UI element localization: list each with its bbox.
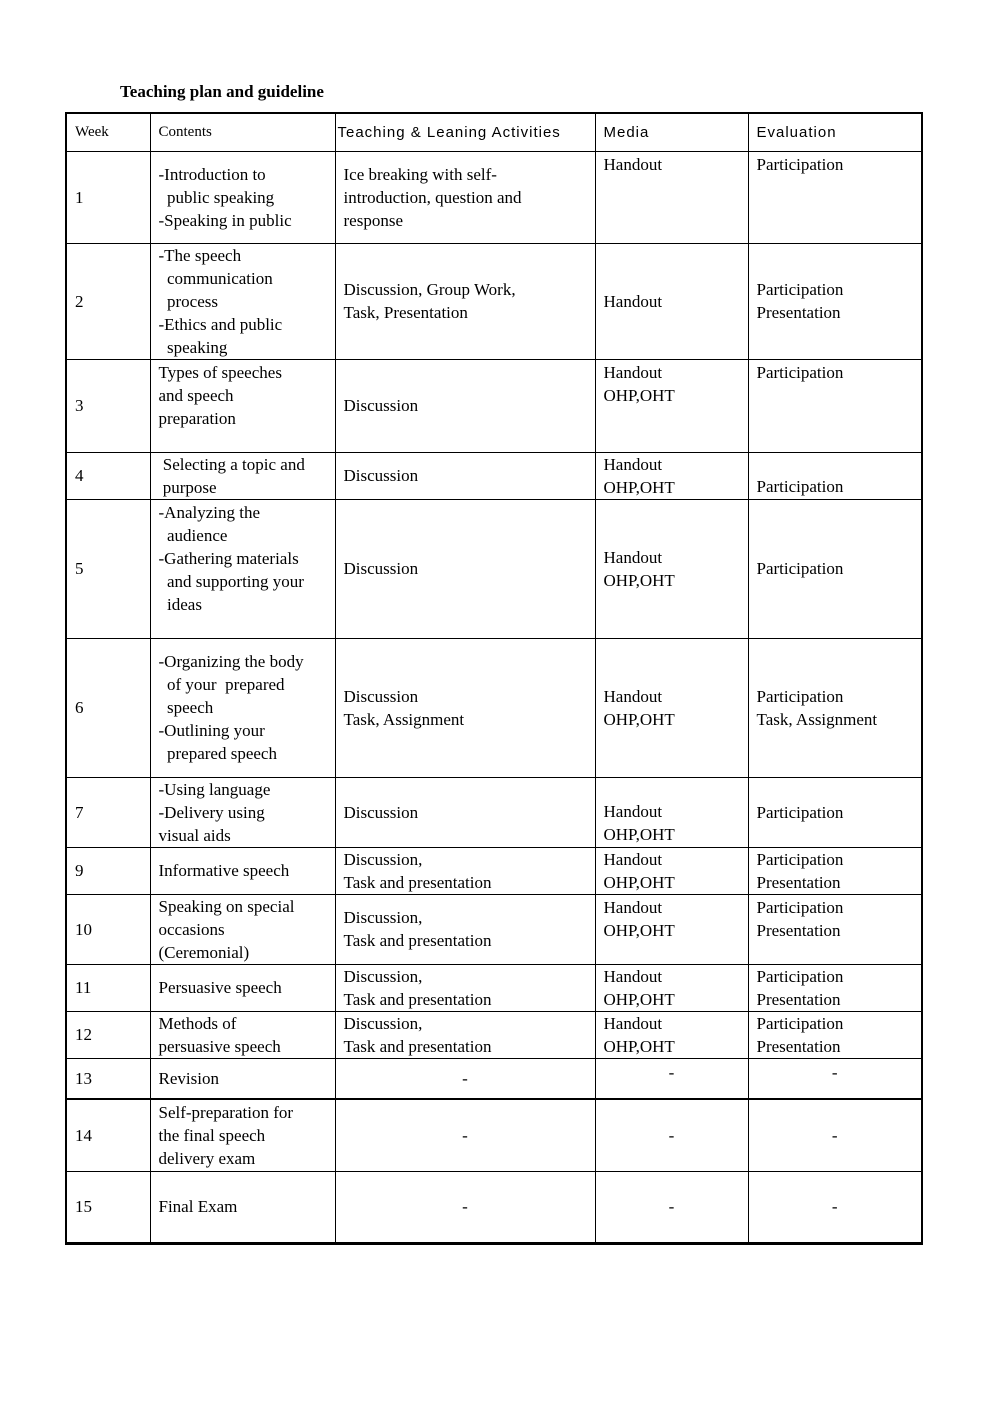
media-cell [595, 359, 748, 452]
activities-cell-line: Task and presentation [343, 989, 492, 1009]
activities-cell-line: Discussion, [343, 908, 423, 927]
week-number: 12 [66, 1011, 150, 1058]
media-cell-line: OHP,OHT [603, 920, 675, 940]
media-cell [595, 452, 748, 499]
media-cell-line: Handout [603, 362, 663, 382]
table-row [66, 359, 922, 452]
contents-cell-line: delivery exam [158, 1148, 256, 1168]
media-cell [595, 1058, 748, 1099]
activities-cell [335, 847, 595, 894]
table-row [66, 1011, 922, 1058]
activities-cell-line: Task, Assignment [343, 709, 465, 729]
activities-cell-line: Discussion, [343, 849, 423, 869]
contents-cell-line: -Outlining your [158, 721, 265, 740]
contents-cell-line: persuasive speech [158, 1036, 281, 1056]
contents-cell-line: -Gathering materials [158, 548, 299, 568]
table-row [66, 1171, 922, 1243]
activities-cell-line: Discussion [343, 396, 419, 415]
header-activities: Teaching & Leaning Activities [335, 113, 595, 151]
evaluation-cell [748, 894, 922, 964]
activities-cell-line: Discussion [343, 802, 419, 822]
week-number: 1 [66, 151, 150, 243]
contents-cell [150, 777, 335, 847]
contents-cell [150, 1058, 335, 1099]
evaluation-cell-line: Participation [756, 802, 844, 822]
evaluation-cell-line: Participation [756, 154, 844, 174]
evaluation-cell-line: Presentation [756, 872, 841, 892]
contents-cell [150, 452, 335, 499]
evaluation-cell-line: Participation [756, 362, 844, 382]
media-cell-line: OHP,OHT [603, 872, 675, 892]
contents-cell-line: -Organizing the body [158, 652, 304, 671]
teaching-plan-table [65, 112, 923, 1245]
contents-cell-line: prepared speech [158, 744, 277, 763]
media-cell-line: Handout [603, 966, 663, 986]
media-cell [595, 1011, 748, 1058]
activities-cell [335, 359, 595, 452]
activities-cell-line: Discussion [343, 559, 419, 578]
contents-cell-line: Methods of [158, 1013, 237, 1033]
contents-cell-line: occasions [158, 919, 225, 939]
evaluation-cell-line: - [831, 1125, 838, 1145]
week-number: 5 [66, 499, 150, 638]
contents-cell-line: Selecting a topic and [158, 454, 305, 474]
media-cell-line: Handout [603, 897, 663, 917]
contents-cell-line: Types of speeches [158, 362, 282, 382]
contents-cell-line: -Using language [158, 779, 271, 799]
contents-cell [150, 1099, 335, 1171]
activities-cell-line: response [343, 210, 403, 230]
activities-cell [335, 638, 595, 777]
media-cell [595, 894, 748, 964]
evaluation-cell [748, 1058, 922, 1099]
activities-cell [335, 243, 595, 359]
activities-cell-line: Task and presentation [343, 872, 492, 892]
evaluation-cell-line: Participation [756, 897, 844, 917]
activities-cell-line: introduction, question and [343, 187, 522, 207]
evaluation-cell-line: Participation [756, 686, 844, 706]
evaluation-cell-line: Task, Assignment [756, 709, 878, 729]
evaluation-cell-line: Participation [756, 1013, 844, 1033]
evaluation-cell-line: Participation [756, 280, 844, 299]
media-cell-line: - [668, 1125, 675, 1145]
table-row [66, 151, 922, 243]
week-number: 13 [66, 1058, 150, 1099]
header-evaluation: Evaluation [748, 113, 922, 151]
activities-cell [335, 452, 595, 499]
table-row [66, 499, 922, 638]
week-number: 10 [66, 894, 150, 964]
table-row [66, 847, 922, 894]
activities-cell-line: Discussion, Group Work, [343, 280, 516, 299]
media-cell-line: Handout [603, 1013, 663, 1033]
header-media: Media [595, 113, 748, 151]
activities-cell-line: Discussion, [343, 1013, 423, 1033]
contents-cell-line: Persuasive speech [158, 978, 282, 997]
evaluation-cell [748, 499, 922, 638]
table-row [66, 1099, 922, 1171]
media-cell-line: OHP,OHT [603, 570, 675, 590]
evaluation-cell [748, 964, 922, 1011]
activities-cell-line: Discussion [343, 686, 419, 706]
week-number: 15 [66, 1171, 150, 1243]
media-cell-line: Handout [603, 849, 663, 869]
evaluation-cell [748, 1099, 922, 1171]
contents-cell-line: -Ethics and public [158, 314, 283, 334]
week-number: 3 [66, 359, 150, 452]
evaluation-cell-line: - [831, 1062, 838, 1082]
week-number: 9 [66, 847, 150, 894]
activities-cell [335, 777, 595, 847]
evaluation-cell [748, 359, 922, 452]
activities-cell [335, 1171, 595, 1243]
contents-cell-line: (Ceremonial) [158, 942, 250, 962]
media-cell [595, 777, 748, 847]
activities-cell-line: Ice breaking with self- [343, 164, 497, 184]
evaluation-cell-line: Presentation [756, 989, 841, 1009]
media-cell [595, 1099, 748, 1171]
activities-cell [335, 964, 595, 1011]
contents-cell [150, 964, 335, 1011]
activities-cell-line: - [462, 1197, 468, 1216]
evaluation-cell-line: Participation [756, 849, 844, 869]
activities-cell-line: Task and presentation [343, 1036, 492, 1056]
contents-cell-line: audience [158, 525, 228, 545]
table-row [66, 1058, 922, 1099]
media-cell-line: Handout [603, 686, 663, 706]
contents-cell-line: -Delivery using [158, 802, 265, 822]
activities-cell-line: - [462, 1125, 468, 1145]
evaluation-cell-line: Presentation [756, 303, 841, 322]
media-cell [595, 499, 748, 638]
week-number: 7 [66, 777, 150, 847]
media-cell-line: OHP,OHT [603, 477, 675, 497]
media-cell-line: Handout [603, 154, 663, 174]
media-cell-line: OHP,OHT [603, 824, 675, 844]
contents-cell [150, 638, 335, 777]
contents-cell-line: communication [158, 268, 273, 288]
contents-cell-line: the final speech [158, 1125, 266, 1145]
contents-cell [150, 1011, 335, 1058]
media-cell-line: OHP,OHT [603, 709, 675, 729]
contents-cell-line: -The speech [158, 245, 242, 265]
contents-cell-line: process [158, 291, 218, 311]
contents-cell-line: Speaking on special [158, 896, 295, 916]
media-cell [595, 151, 748, 243]
evaluation-cell-line: Presentation [756, 920, 841, 940]
evaluation-cell-line: Participation [756, 476, 844, 496]
contents-cell-line: visual aids [158, 825, 231, 845]
media-cell-line: OHP,OHT [603, 1036, 675, 1056]
table-row [66, 243, 922, 359]
contents-cell-line: and supporting your [158, 571, 304, 591]
activities-cell [335, 894, 595, 964]
contents-cell [150, 1171, 335, 1243]
media-cell-line: OHP,OHT [603, 989, 675, 1009]
contents-cell-line: and speech [158, 385, 234, 405]
activities-cell-line: - [462, 1068, 468, 1088]
activities-cell [335, 1099, 595, 1171]
evaluation-cell [748, 452, 922, 499]
evaluation-cell-line: Participation [756, 559, 844, 578]
media-cell-line: Handout [603, 801, 663, 821]
contents-cell-line: purpose [158, 477, 217, 497]
activities-cell [335, 151, 595, 243]
media-cell-line: Handout [603, 291, 663, 311]
media-cell [595, 847, 748, 894]
week-number: 4 [66, 452, 150, 499]
media-cell-line: Handout [603, 454, 663, 474]
contents-cell-line: Final Exam [158, 1197, 238, 1216]
header-row [66, 113, 922, 151]
contents-cell [150, 499, 335, 638]
media-cell-line: OHP,OHT [603, 385, 675, 405]
contents-cell-line: speaking [158, 337, 228, 357]
header-contents: Contents [150, 113, 335, 151]
activities-cell-line: Discussion [343, 466, 419, 485]
evaluation-cell [748, 777, 922, 847]
contents-cell-line: Self-preparation for [158, 1102, 294, 1122]
header-week: Week [66, 113, 150, 151]
table-row [66, 964, 922, 1011]
contents-cell-line: of your prepared [158, 675, 285, 694]
media-cell-line: - [668, 1197, 675, 1216]
contents-cell-line: preparation [158, 408, 236, 428]
contents-cell-line: -Analyzing the [158, 502, 260, 522]
contents-cell [150, 243, 335, 359]
activities-cell-line: Task, Presentation [343, 303, 468, 322]
evaluation-cell-line: - [831, 1197, 838, 1216]
activities-cell [335, 1011, 595, 1058]
contents-cell-line: -Introduction to [158, 164, 266, 184]
evaluation-cell [748, 1171, 922, 1243]
evaluation-cell [748, 1011, 922, 1058]
table-row [66, 777, 922, 847]
evaluation-cell-line: Participation [756, 966, 844, 986]
week-number: 11 [66, 964, 150, 1011]
media-cell [595, 638, 748, 777]
activities-cell-line: Task and presentation [343, 931, 492, 950]
contents-cell-line: Revision [158, 1068, 219, 1088]
media-cell [595, 243, 748, 359]
contents-cell-line: ideas [158, 594, 202, 614]
contents-cell [150, 847, 335, 894]
contents-cell-line: speech [158, 698, 214, 717]
contents-cell-line: public speaking [158, 187, 275, 207]
week-number: 2 [66, 243, 150, 359]
evaluation-cell-line: Presentation [756, 1036, 841, 1056]
week-number: 14 [66, 1099, 150, 1171]
evaluation-cell [748, 638, 922, 777]
evaluation-cell [748, 243, 922, 359]
week-number: 6 [66, 638, 150, 777]
contents-cell [150, 151, 335, 243]
table-row [66, 894, 922, 964]
activities-cell-line: Discussion, [343, 966, 423, 986]
contents-cell-line: -Speaking in public [158, 210, 292, 230]
contents-cell [150, 359, 335, 452]
evaluation-cell [748, 151, 922, 243]
media-cell [595, 1171, 748, 1243]
contents-cell [150, 894, 335, 964]
activities-cell [335, 1058, 595, 1099]
media-cell-line: - [668, 1062, 675, 1082]
evaluation-cell [748, 847, 922, 894]
table-row [66, 638, 922, 777]
table-row [66, 452, 922, 499]
media-cell [595, 964, 748, 1011]
contents-cell-line: Informative speech [158, 861, 290, 880]
media-cell-line: Handout [603, 547, 663, 567]
page-title: Teaching plan and guideline [120, 82, 324, 101]
activities-cell [335, 499, 595, 638]
